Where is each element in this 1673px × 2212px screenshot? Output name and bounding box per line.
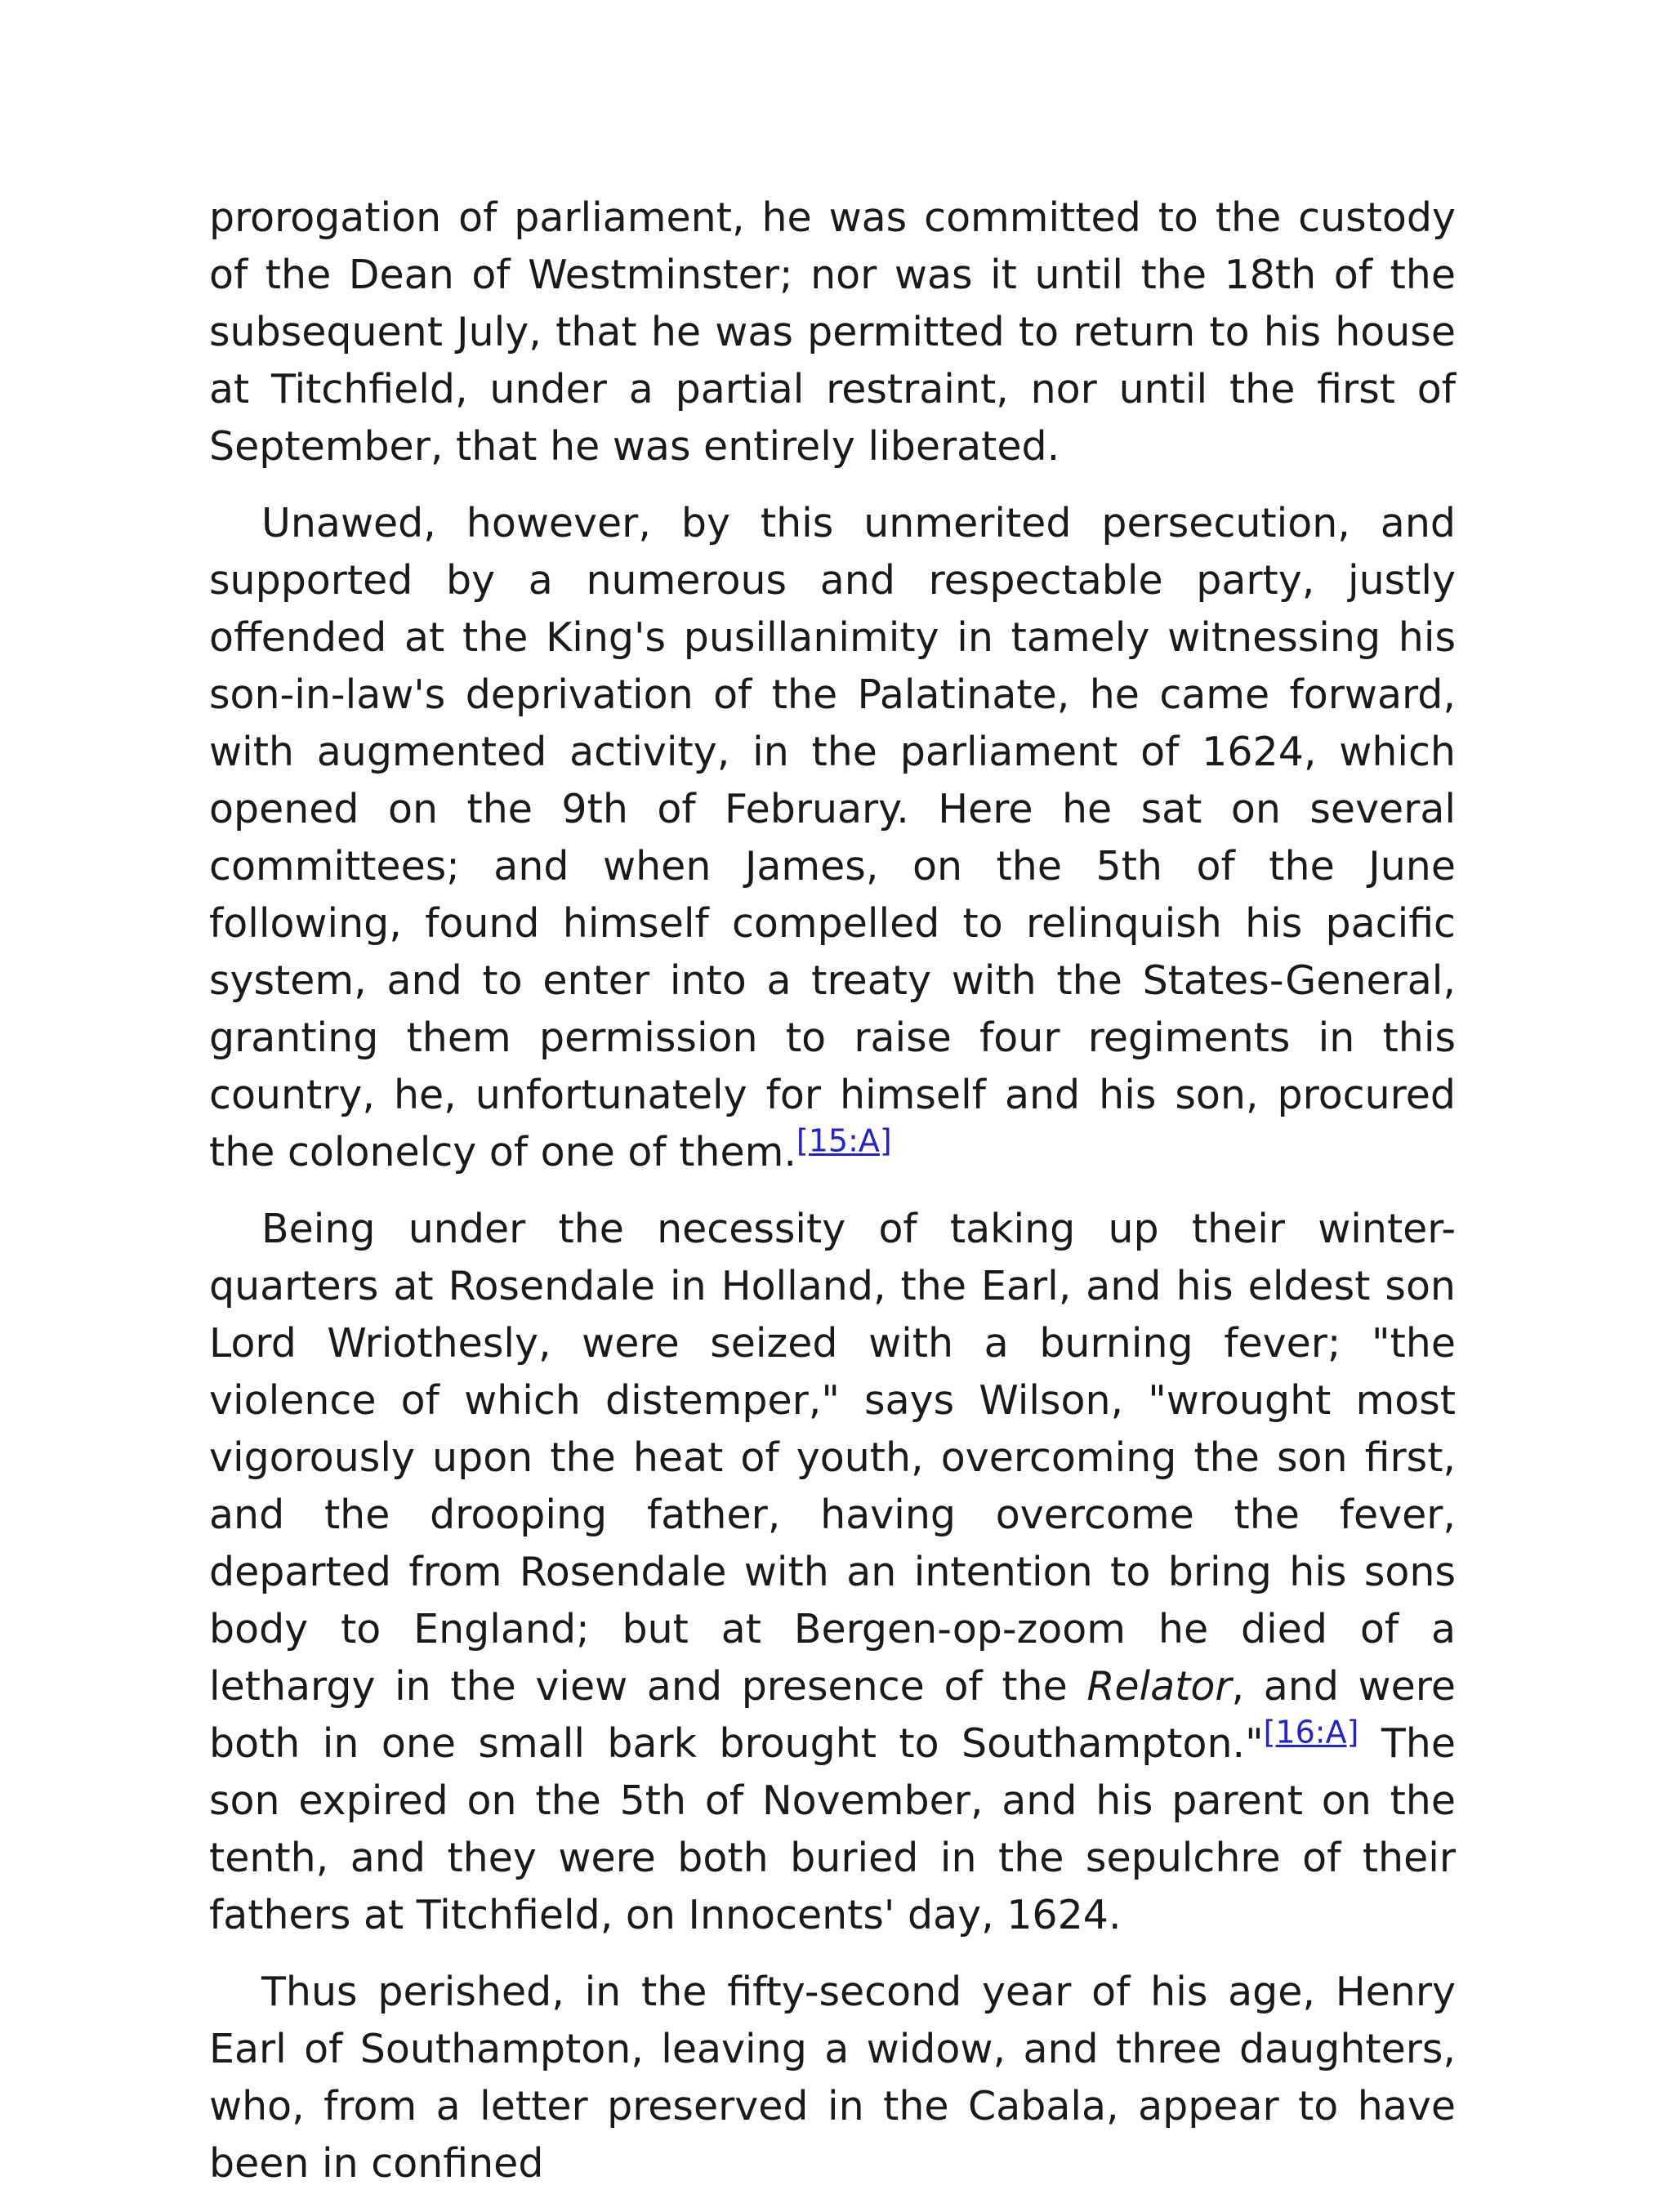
paragraph-2-text: Unawed, however, by this unmerited persecution, and supported by a numerous and respectable party, justly offended at the King's pusillanimity in tamely witnessing his son-in-law's deprivation of the Palatinate, he came forward, with augmented activity, in the parliament of 1624, which opened on the 9th of February. Here he sat on several committees; and when James, on the 5th of the June following, found himself compelled to relinquish his pacific system, and to enter into a treaty with the States-General, granting them permission to raise four regiments in this country, he, unfortunately for himself and his son, procured the colonelcy of one of them. bbox=[209, 500, 1456, 1175]
paragraph-1 bbox=[209, 190, 1456, 475]
paragraph-3-text-a: Being under the necessity of taking up their winter-quarters at Rosendale in Holland, the Earl, and his eldest son Lord Wriothesly, were seized with a burning fever; "the violence of which distemper," says Wilson, "wrought most vigorously upon the heat of youth, overcoming the son first, and the drooping father, having overcome the fever, departed from Rosendale with an intention to bring his sons body to England; but at Bergen-op-zoom he died of a lethargy in the view and presence of the bbox=[209, 1206, 1456, 1710]
footnote-link-15a[interactable]: [15:A] bbox=[796, 1122, 892, 1159]
footnote-link-16a[interactable]: [16:A] bbox=[1263, 1714, 1359, 1750]
paragraph-3 bbox=[209, 1201, 1456, 1944]
paragraph-3-text-b: , and were both in one small bark brought to Southampton." bbox=[209, 1663, 1456, 1767]
paragraph-2 bbox=[209, 495, 1456, 1181]
paragraph-3-italic: Relator bbox=[1086, 1663, 1232, 1710]
page-body bbox=[209, 190, 1456, 2212]
paragraph-4-text: Thus perished, in the fifty-second year of his age, Henry Earl of Southampton, leaving a widow, and three daughters, who, from a letter preserved in the Cabala, appear to have been in confined bbox=[209, 1969, 1456, 2187]
paragraph-1-text: prorogation of parliament, he was committed to the custody of the Dean of Westminster; nor was it until the 18th of the subsequent July, that he was permitted to return to his house at Titchfield, under a partial restraint, nor until the first of September, that he was entirely liberated. bbox=[209, 194, 1456, 470]
paragraph-4 bbox=[209, 1964, 1456, 2192]
paragraph-3-text-c: The son expired on the 5th of November, and his parent on the tenth, and they were both buried in the sepulchre of their fathers at Titchfield, on Innocents' day, 1624. bbox=[209, 1720, 1456, 1938]
